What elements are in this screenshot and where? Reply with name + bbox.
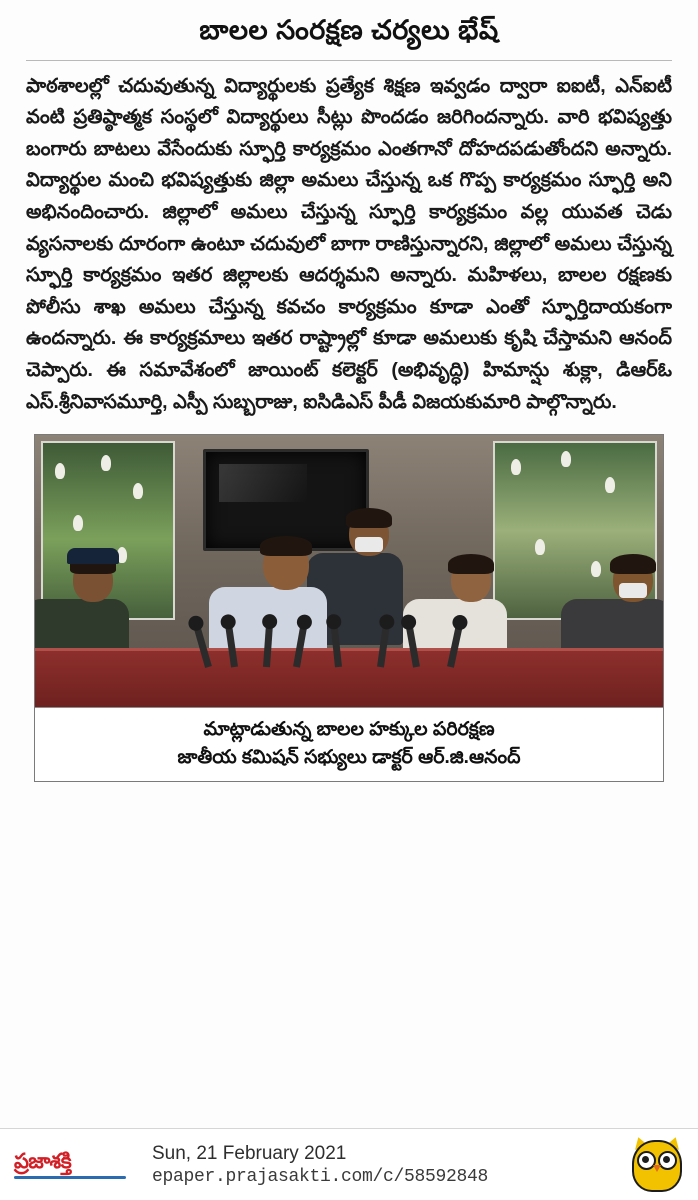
press-conference-photo	[35, 435, 663, 707]
page-title: బాలల సంరక్షణ చర్యలు భేష్	[199, 15, 499, 45]
publication-name: ప్రజాశక్తి	[14, 1149, 72, 1173]
epaper-url[interactable]: epaper.prajasakti.com/c/58592848	[152, 1166, 489, 1187]
article-body	[0, 71, 698, 418]
photo-block	[34, 434, 664, 782]
footer-meta	[146, 1143, 630, 1187]
logo-underline	[14, 1176, 126, 1179]
article-paragraph: పాఠశాలల్లో చదువుతున్న విద్యార్థులకు ప్రత్యేక శిక్షణ ఇవ్వడం ద్వారా ఐఐటీ, ఎన్ఐటీ వంటి ప్రతిష్ఠాత్మక సంస్థలో విద్యార్థులు సీట్లు పొందడం జరిగిందన్నారు. వారి భవిష్యత్తు బంగారు బాటలు వేసేందుకు స్ఫూర్తి కార్యక్రమం ఎంతగానో దోహదపడుతోందని అన్నారు. విద్యార్థుల మంచి భవిష్యత్తుకు జిల్లా అమలు చేస్తున్న ఒక గొప్ప కార్యక్రమం స్ఫూర్తి అని అభినందించారు. జిల్లాలో అమలు చేస్తున్న స్ఫూర్తి కార్యక్రమం వల్ల యువత చెడు వ్యసనాలకు దూరంగా ఉంటూ చదువులో బాగా రాణిస్తున్నారని, జిల్లాలో అమలు చేస్తున్న స్ఫూర్తి కార్యక్రమం ఇతర జిల్లాలకు ఆదర్శమని అన్నారు. మహిళలు, బాలల రక్షణకు పోలీసు శాఖ అమలు చేస్తున్న కవచం కార్యక్రమం కూడా ఎంతో స్ఫూర్తిదాయకంగా ఉందన్నారు. ఈ కార్యక్రమాలు ఇతర రాష్ట్రాల్లో కూడా అమలుకు కృషి చేస్తామని ఆనంద్ చెప్పారు. ఈ సమావేశంలో జాయింట్ కలెక్టర్ (అభివృద్ధి) హిమాన్షు శుక్లా, డిఆర్ఓ ఎస్.శ్రీనివాసమూర్తి, ఎస్పీ సుబ్బరాజు, ఐసిడిఎస్ పీడీ విజయకుమారి పాల్గొన్నారు.	[26, 74, 672, 413]
footer-bar	[0, 1128, 698, 1200]
publication-logo[interactable]	[14, 1151, 146, 1179]
photo-caption-line-1: మాట్లాడుతున్న బాలల హక్కుల పరిరక్షణ	[203, 719, 495, 741]
owl-icon	[630, 1138, 684, 1192]
press-table	[35, 648, 663, 707]
photo-caption-line-2: జాతీయ కమిషన్ సభ్యులు డాక్టర్ ఆర్.జి.ఆనంద్	[177, 746, 521, 768]
publication-date: Sun, 21 February 2021	[152, 1142, 347, 1164]
title-divider	[26, 60, 672, 61]
photo-caption	[35, 707, 663, 781]
